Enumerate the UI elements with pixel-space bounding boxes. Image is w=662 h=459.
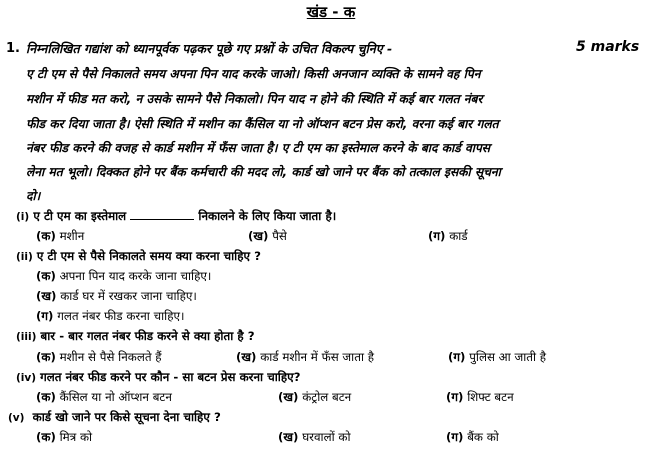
option-ka: (क) मशीन <box>36 229 85 243</box>
subquestion-4 <box>16 369 300 385</box>
subquestion-number: (v) <box>8 412 25 424</box>
subquestion-text: बार - बार गलत नंबर फीड करने से क्या होता है ? <box>40 329 255 343</box>
option-kha: (ख) कार्ड घर में रखकर जाना चाहिए। <box>36 289 197 303</box>
passage-line: मशीन में फीड मत करो, न उसके सामने पैसे निकालो। पिन याद न होने की स्थिति में कई बार गलत नंबर <box>26 92 483 106</box>
subquestion-number: (ii) <box>16 251 33 263</box>
subquestion-text-end: निकालने के लिए किया जाता है। <box>198 209 337 223</box>
option-kha: (ख) कार्ड मशीन में फँस जाता है <box>236 350 375 364</box>
option-ga: (ग) गलत नंबर फीड करना चाहिए। <box>36 309 185 323</box>
subquestion-number: (i) <box>16 211 30 223</box>
fill-blank <box>130 207 194 220</box>
option-ka: (क) मशीन से पैसे निकलते हैं <box>36 350 162 364</box>
section-title: खंड - क <box>306 3 356 21</box>
option-ka: (क) अपना पिन याद करके जाना चाहिए। <box>36 269 212 283</box>
subquestion-number: (iii) <box>16 331 37 343</box>
question-instruction: निम्नलिखित गद्यांश को ध्यानपूर्वक पढ़कर पूछे गए प्रश्नों के उचित विकल्प चुनिए - <box>26 41 393 56</box>
option-ga: (ग) बैंक को <box>446 430 499 444</box>
passage-line: लेना मत भूलो। दिक्कत होने पर बैंक कर्मचारी की मदद लो, कार्ड खो जाने पर बैंक को तत्काल इसकी सूचना <box>26 165 501 179</box>
passage-line: फीड कर दिया जाता है। ऐसी स्थिति में मशीन का कैंसिल या नो ऑप्शन बटन प्रेस करो, वरना कई बार गलत <box>26 117 499 131</box>
option-ga: (ग) पुलिस आ जाती है <box>448 350 547 364</box>
subquestion-1 <box>16 207 336 224</box>
passage-line: दो। <box>26 189 41 203</box>
subquestion-text: गलत नंबर फीड करने पर कौन - सा बटन प्रेस करना चाहिए? <box>40 370 301 384</box>
marks-label: 5 marks <box>576 39 640 55</box>
option-ka: (क) कैंसिल या नो ऑप्शन बटन <box>36 390 172 404</box>
option-ga: (ग) शिफ्ट बटन <box>446 390 514 404</box>
subquestion-3 <box>16 328 255 344</box>
subquestion-2 <box>16 248 261 264</box>
option-kha: (ख) कंट्रोल बटन <box>278 390 352 404</box>
subquestion-text-start: ए टी एम का इस्तेमाल <box>33 209 127 223</box>
option-ka: (क) मित्र को <box>36 430 93 444</box>
question-number: 1. <box>6 41 20 56</box>
option-kha: (ख) पैसे <box>248 229 287 243</box>
passage-line: नंबर फीड करने की वजह से कार्ड मशीन में फँस जाता है। ए टी एम का इस्तेमाल करने के बाद कार्ड वापस <box>26 141 491 155</box>
option-ga: (ग) कार्ड <box>428 229 468 243</box>
subquestion-number: (iv) <box>16 372 37 384</box>
option-kha: (ख) घरवालों को <box>278 430 351 444</box>
subquestion-text: ए टी एम से पैसे निकालते समय क्या करना चाहिए ? <box>36 249 261 263</box>
subquestion-text: कार्ड खो जाने पर किसे सूचना देना चाहिए ? <box>32 410 221 424</box>
passage-line: ए टी एम से पैसे निकालते समय अपना पिन याद करके जाओ। किसी अनजान व्यक्ति के सामने वह पिन <box>26 67 481 81</box>
subquestion-5 <box>8 409 221 425</box>
